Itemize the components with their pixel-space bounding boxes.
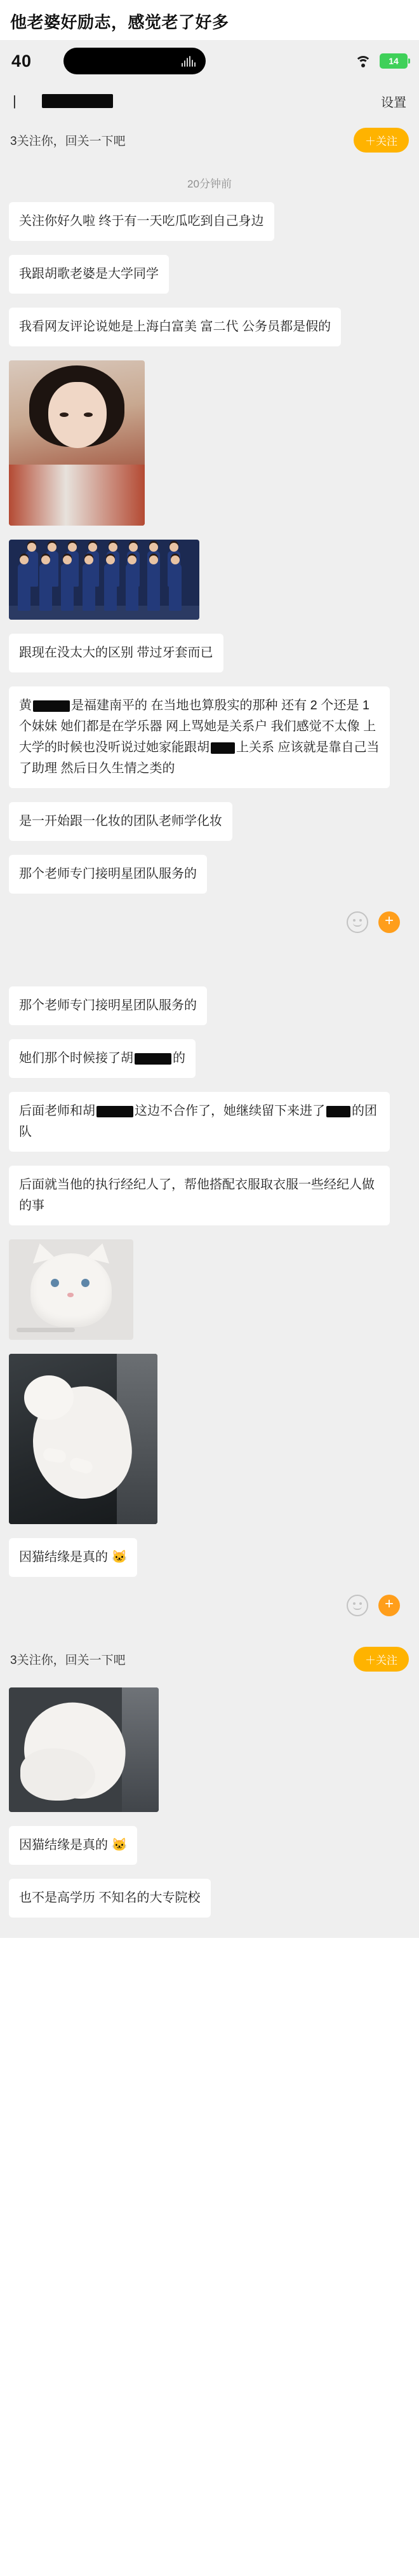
message-bubble: 我跟胡歌老婆是大学同学 [9,255,169,294]
photo-person [104,564,117,611]
message-row [0,1879,419,1932]
photo-cat-eye-right [81,1279,90,1287]
redacted-name [135,1053,171,1065]
redacted-name [96,1106,133,1117]
emoji-reaction-icon[interactable] [347,911,368,933]
status-right-group [354,53,408,69]
message-row [0,1538,419,1591]
photo-person [39,564,52,611]
page-title: 他老婆好励志，感觉老了好多 [10,13,229,32]
photo-cat-body [30,1253,112,1327]
message-bubble: 是一开始跟一化妆的团队老师学化妆 [9,802,232,841]
message-bubble: 因猫结缘是真的 🐱 [9,1826,137,1865]
message-text-part: 的 [173,1051,185,1066]
message-row [0,802,419,855]
message-row [0,1092,419,1166]
settings-button[interactable]: 设置 [381,95,406,110]
message-text-part: 是福建南平的 在当地也算殷实的那种 还有 2 个还是 1 个妹妹 她们都是在学乐器 网上骂她是关系户 我们感觉不太像 上大学的时候也没听说过她家能跟胡 [19,699,376,755]
wifi-icon [354,55,372,67]
message-row [0,308,419,360]
message-bubble: 因猫结缘是真的 🐱 [9,1538,137,1577]
message-row [0,986,419,1039]
photo-cat-lower-body [20,1748,95,1801]
redacted-username [42,94,113,108]
message-text-part: 后面老师和胡 [19,1104,95,1119]
reaction-bar [0,1591,419,1633]
add-reaction-button[interactable]: + [378,1595,400,1616]
follow-prompt-text: 3关注你，回关一下吧 [10,1653,126,1667]
battery-icon: 14 [380,53,408,69]
cat-photo-2[interactable] [9,1354,157,1524]
message-bubble: 那个老师专门接明星团队服务的 [9,986,207,1025]
message-bubble-redacted [9,1092,390,1152]
message-bubble-redacted [9,1039,196,1078]
message-bubble: 也不是高学历 不知名的大专院校 [9,1879,211,1918]
dynamic-island [63,48,206,74]
follow-button-bottom[interactable]: ＋关注 [354,1647,409,1672]
message-bubble: 关注你好久啦 终于有一天吃瓜吃到自己身边 [9,202,274,241]
feed-spacer [0,950,419,986]
message-row [0,1039,419,1092]
photo-person [83,564,95,611]
follow-button-top[interactable]: ＋关注 [354,128,409,153]
photo-cat-eye-left [51,1279,59,1287]
group-photo[interactable] [9,540,199,620]
message-row [0,255,419,308]
redacted-name [33,700,70,712]
message-text-part: 的团队 [19,1104,377,1140]
emoji-reaction-icon[interactable] [347,1595,368,1616]
photo-cat-head [24,1375,74,1420]
message-row [0,1166,419,1239]
photo-person [147,564,160,611]
redacted-name [326,1106,350,1117]
photo-person [126,564,138,611]
message-bubble: 我看网友评论说她是上海白富美 富二代 公务员都是假的 [9,308,341,346]
photo-face-shape [48,382,107,448]
signal-bars-icon [182,55,196,67]
message-row [0,686,419,802]
status-bar [0,40,419,82]
photo-body-shape [9,465,145,526]
photo-background [122,1687,159,1812]
follow-prompt-top [0,120,419,160]
feed-timestamp: 20分钟前 [187,178,232,191]
message-bubble: 后面就当他的执行经纪人了，帮他搭配衣服取衣服一些经纪人做的事 [9,1166,390,1225]
message-text-part: 这边不合作了，她继续留下来进了 [135,1104,325,1119]
message-row [0,202,419,255]
message-feed [0,160,419,1639]
redacted-name [211,742,235,754]
photo-person [61,564,74,611]
message-text-part: 她们那个时候接了胡 [19,1051,133,1066]
message-row [0,855,419,908]
message-bubble: 跟现在没太大的区别 带过牙套而已 [9,634,223,672]
status-time: 40 [11,51,32,71]
message-bubble: 那个老师专门接明星团队服务的 [9,855,207,894]
message-feed-continued [0,1679,419,1938]
back-chevron-icon[interactable]: | [13,93,17,109]
app-navigation-bar [0,82,419,120]
message-text-part: 上关系 应该就是靠自己当了助理 然后日久生情之类的 [19,740,380,776]
cat-photo-1[interactable] [9,1239,133,1340]
photo-person [169,564,182,611]
add-reaction-button[interactable]: + [378,911,400,933]
message-bubble-redacted [9,686,390,788]
cat-photo-3[interactable] [9,1687,159,1812]
message-text-part: 黄 [19,699,32,713]
photo-person [18,564,30,611]
reaction-bar [0,908,419,950]
photo-caption-bar [17,1328,75,1332]
message-row [0,1826,419,1879]
portrait-photo[interactable] [9,360,145,526]
follow-prompt-text: 3关注你，回关一下吧 [10,134,126,148]
message-row [0,634,419,686]
follow-prompt-bottom [0,1639,419,1679]
